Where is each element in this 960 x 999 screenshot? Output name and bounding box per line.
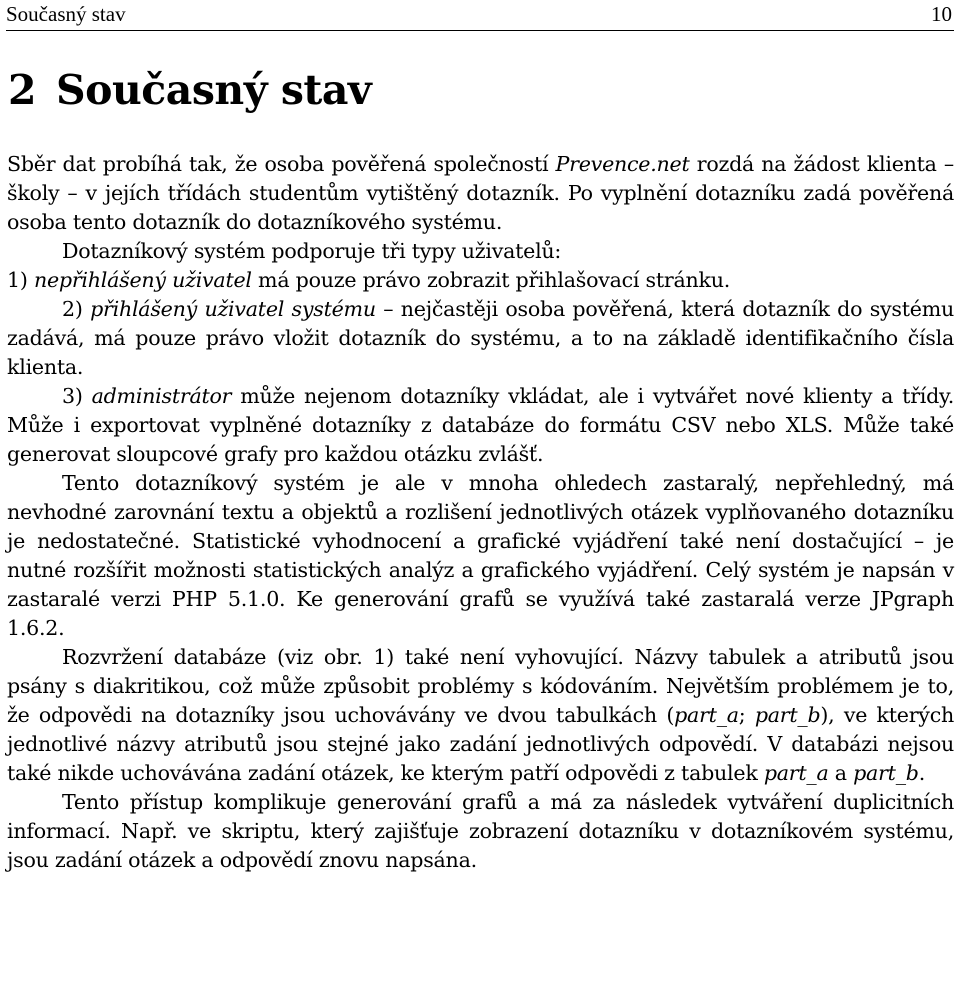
text-run: může nejenom dotazníky vkládat, ale i vytvářet nové klienty a třídy. Může i exportovat vyplněné dotazníky z databáze do formátu CSV nebo XLS. Může také generovat sloupcové grafy pro každou otázku zvlášť.	[7, 384, 954, 466]
paragraph	[7, 382, 954, 469]
chapter-heading	[8, 66, 371, 114]
text-run: 3)	[62, 384, 92, 408]
text-run: Tento dotazníkový systém je ale v mnoha ohledech zastaralý, nepřehledný, má nevhodné zarovnání textu a objektů a rozlišení jednotlivých otázek vyplňovaného dotazníku je nedostatečné. Statistické vyhodnocení a grafické vyjádření také není dostačující – je nutné rozšířit možnosti statistických analýz a grafického vyjádření. Celý systém je napsán v zastaralé verzi PHP 5.1.0. Ke generování grafů se využívá také zastaralá verze JPgraph 1.6.2.	[7, 471, 954, 640]
paragraph	[7, 643, 954, 788]
italic-text: part_a	[674, 703, 739, 727]
paragraph	[7, 788, 954, 875]
paragraph	[7, 469, 954, 643]
italic-text: part_b	[754, 703, 821, 727]
body-text	[7, 150, 954, 875]
text-run: rozdá na žádost klienta – školy – v jejích třídách studentům vytištěný dotazník. Po vyplnění dotazníku zadá pověřená osoba tento dotazník do dotazníkového systému.	[7, 152, 954, 234]
italic-text: administrátor	[91, 384, 232, 408]
chapter-title: Současný stav	[56, 66, 372, 114]
italic-text: nepřihlášený uživatel	[33, 268, 252, 292]
text-run: Tento přístup komplikuje generování grafů a má za následek vytváření duplicitních informací. Např. ve skriptu, který zajišťuje zobrazení dotazníku v dotazníkovém systému, jsou zadání otázek a odpovědí znovu napsána.	[7, 790, 954, 872]
italic-text: přihlášený uživatel systému	[90, 297, 376, 321]
text-run: ), ve kterých jednotlivé názvy atributů jsou stejné jako zadání jednotlivých odpovědí. V databázi nejsou také nikde uchovávána zadání otázek, ke kterým patří odpovědi z tabulek	[7, 703, 954, 785]
running-header-title: Současný stav	[6, 2, 126, 26]
text-run: 2)	[62, 297, 91, 321]
paragraph	[7, 295, 954, 382]
text-run: Rozvržení databáze (viz obr. 1) také není vyhovující. Názvy tabulek a atributů jsou psány s diakritikou, což může způsobit problémy s kódováním. Největším problémem je to, že odpovědi na dotazníky jsou uchovávány ve dvou tabulkách (	[7, 645, 954, 727]
running-header	[6, 0, 954, 31]
text-run: má pouze právo zobrazit přihlašovací stránku.	[251, 268, 731, 292]
text-run: .	[918, 761, 925, 785]
paragraph	[7, 266, 954, 295]
text-run: – nejčastěji osoba pověřená, která dotazník do systému zadává, má pouze právo vložit dotazník do systému, a to na základě identifikačního čísla klienta.	[7, 297, 954, 379]
text-run: 1)	[7, 268, 34, 292]
text-run: a	[828, 761, 854, 785]
paragraph	[7, 237, 954, 266]
page-number: 10	[931, 2, 952, 26]
italic-text: Prevence.net	[555, 152, 690, 176]
text-run: Sběr dat probíhá tak, že osoba pověřená společností	[7, 152, 556, 176]
chapter-number: 2	[8, 66, 37, 114]
text-run: Dotazníkový systém podporuje tři typy uživatelů:	[62, 239, 562, 263]
text-run: ;	[738, 703, 755, 727]
italic-text: part_a	[763, 761, 829, 785]
italic-text: part_b	[853, 761, 919, 785]
paragraph	[7, 150, 954, 237]
